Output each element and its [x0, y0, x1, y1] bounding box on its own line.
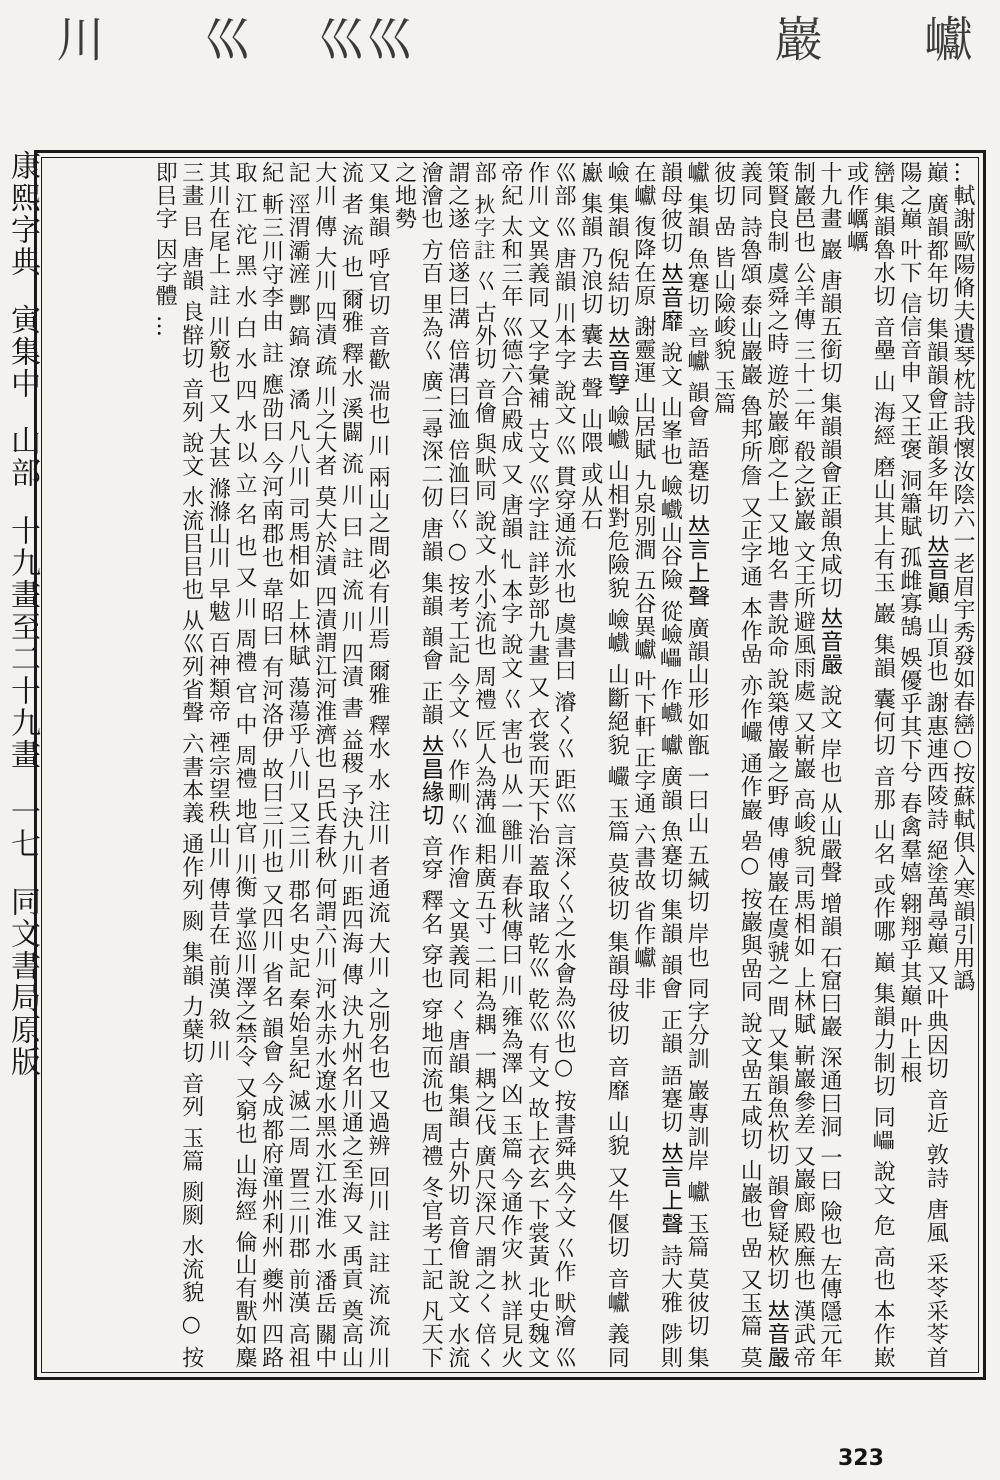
section-label: 山部	[5, 425, 40, 490]
leaf-number: 一七	[5, 796, 40, 861]
entry-text: 十九畫 巖 唐韻五銜切 集韻韻會正韻魚咸切 𠀤音嚴 說文 岸也 从山嚴聲 增韻 石窟曰巖 深通曰洞 一曰 險也 左傳隱元年 制巖邑也 公羊傳 三十二年 殽之嶔巖 文王所避風雨處 又嶄巖 高峻貌 司馬相如 上林賦 嶄巖參差 又巖廊 殿廡也 漢武帝 策賢良制 虞舜之時 遊於巖廊之上 又地名 書說命 說築傅巖之野 傳 傅巖在虞虢之 間 又集韻魚杴切 韻會疑杴切 𠀤音嚴 義同 詩魯頌 泰山巖巖 魯邦所詹 又正字通 本作嵒 亦作巗 通作巖 碞○ 按巖與嵒同 說文嵒五咸切 山巖也 嵒 又玉篇 莫彼切 嵒 皆山險峻貌 玉篇	[710, 161, 843, 1369]
seal-glyph: 川	[48, 14, 104, 56]
seal-glyph: 巘	[916, 14, 972, 56]
entry-text: 巒 集韻魯水切 音壘 山 海經 磨山其上有玉 巖 集韻 囊何切 音那 山名 或作哪 巔 集韻力制切 同𡾊 說文 危 高也 本作㠌 或作巁巁	[843, 161, 896, 1369]
page-frame	[34, 150, 986, 1380]
entry-text: 嶮 集韻 倪結切 𠀤音孼 嶮巇 山相對危險貌 嶮巇 山斷絕貌 巗 玉篇 莫彼切 集韻母彼切 音靡 山貌 又牛偃切 音巘 義同 巚 集韻 乃浪切 囊去 聲 山隈 或从石	[577, 161, 630, 1369]
entry-text: 巔 廣韻都年切 集韻韻會正韻多年切 𠀤音顚 山頂也 謝惠連西陵詩 絕塗萬尋巔 又叶典因切 音近 敦詩 唐風 采苓采苓首陽之巔 叶下 信信音申 又王褒 洞簫賦 孤雌寡鵠 娛優乎其下兮 春禽羣嬉 翱翔乎其巔 叶上根	[896, 161, 949, 1369]
seal-glyph: 巛	[356, 14, 412, 56]
entry-text: 巛部 巛 唐韻 川本字 說文 巛 貫穿通流水也 虞書曰 濬く巜 距巛 言深く巜之水會為巛也○ 按書舜典今文 巜作 畎澮 巛作川 文異義同 又字彙補 古文 巛字註 詳彭部九畫 又 衣裳而天下治 蓋取諸 乾巛 乾巛 有文 故上衣玄 下裳黃 北史魏文帝紀 太和三年 巛德六合殿成 又 唐韻 𢖪 本字 說文 巜 害也 从一雝川 春秋傳曰 川 雍為澤 凶 玉篇 今通作灾 𤆎 詳見火部 𤆎字註 巜 古外切 音儈 與畎同 說文 水小流也 周禮 匠人為溝洫 耜廣五寸 二耜為耦 一耦之伐 廣尺深尺 謂之く 倍く謂之遂 倍遂曰溝 倍溝曰洫 倍洫曰巜 ○ 按考工記 今文 巜 作甽 巜 作澮 文異義同 く 唐韻 集韻 古外切 音儈 說文 水流澮澮也 方百 里為巜 廣二尋深二仞 唐韻 集韻 韻會 正韻 𠀤昌緣切 音穿 釋名 穿也 穿地而流也 周禮 冬官考工記 凡天下之地勢	[391, 161, 577, 1369]
seal-glyph: 巖	[766, 14, 822, 56]
seal-glyph: 巛	[308, 14, 364, 56]
page-number: 323	[838, 1446, 884, 1471]
seal-glyph: 巛	[194, 14, 250, 56]
entry-text: 三畫 㠯 唐韻 良辥切 音列 說文 水流㠯㠯也 从巛列省聲 六書本義 通作列 㓹 集韻 力蘖切 音列 玉篇 㓹㓹 水流貌 ○ 按 即㠯字 因字體 …	[152, 161, 204, 1369]
dictionary-text	[45, 161, 975, 1369]
entry-text: 又 集韻 呼官切 音歡 湍也 川 兩山之間必有川焉 爾雅 釋水 水 注川 者通流 大川 之別名也 又過辨 回川 註 註 流 流 川 流 者 流 也 爾雅 釋水 溪闢 流 川 曰 註 流 川 四漬 書 益稷 予決九川 距四海 傳 決九州名川通之至海 又 禹貢 奠高山大川 傳 大川 四漬 疏 川之大者 莫大於漬 四漬謂江河淮濟也 呂氏春秋 何謂六川 河水赤水遼水黑水江水淮 水 潘岳 關中記 涇渭灞滻 酆 鎬 潦 潏 凡八川 司馬相如 上林賦 蕩蕩乎八川 又三川 郡名 史記 秦始皇紀 滅二周 置三川郡 前漢 高祖紀 斬三川守李由 註 應劭曰 今河南郡也 韋昭曰 有河洛伊 故曰三川也 又四川 省名 韻會 今成都府潼州利州 夔州 四路 取 江 沱 黑 水 白 水 四 水 以 立 名 也 又 川 周禮 官 中 周禮 地官 川衡 掌巡川澤之禁令 又窮也 山海經 倫山有獸如麋 其川在尾上 註 川竅也 又 大甚 滌滌山川 早魃 百神類帝 禋宗望秩山川 傳昔在 前漢 敘 川	[205, 161, 390, 1369]
publisher-label: 同文書局原版	[5, 885, 40, 1078]
book-title: 康熙字典	[5, 150, 40, 278]
seal-glyph-band	[0, 0, 1000, 150]
volume-label: 寅集中	[5, 303, 40, 400]
stroke-range-label: 十九畫至二十九畫	[5, 514, 40, 771]
entry-text: 巘 集韻 魚蹇切 音巘 韻會 語蹇切 𠀤言上聲 廣韻山形如甑 一曰山 五緘切 岸也 同字分訓 巖專訓岸 巘 玉篇 莫彼切 集韻母彼切 𠀤音靡 說文 山峯也 嶮巇山谷險 從嶮𡾊 作巇 巘 廣韻 魚蹇切 集韻 韻會 正韻 語蹇切 𠀤言上聲 詩大雅 陟則在巘 復降在原 謝靈運 山居賦 九泉別澗 五谷異巘 叶下軒 正字通 六書故 省作巘 非	[630, 161, 710, 1369]
entry-text: …軾謝歐陽脩夫遺琴枕詩我懷汝陰六一老眉宇秀發如春巒○按蘇軾俱入寒韻引用譌	[950, 161, 975, 992]
